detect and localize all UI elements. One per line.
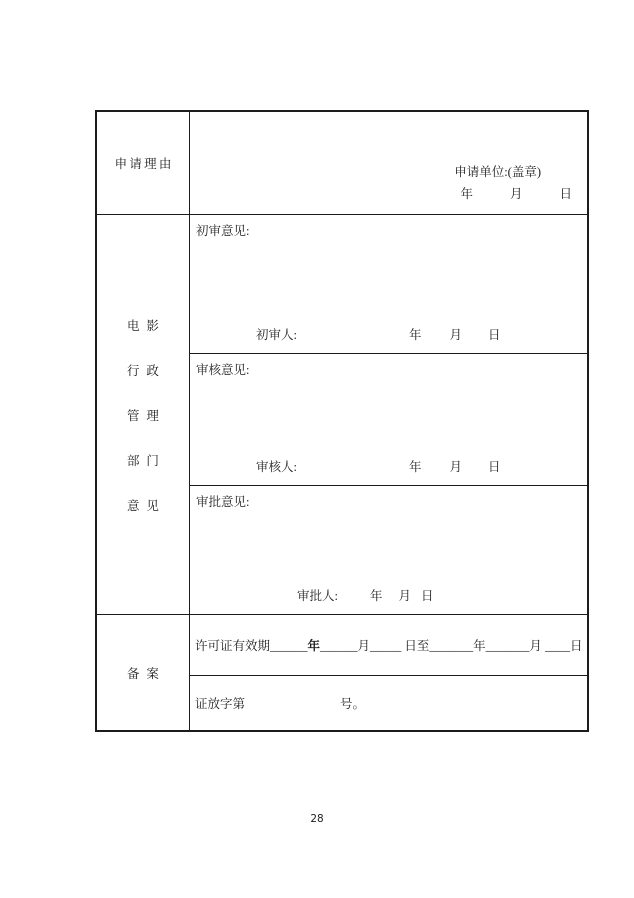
verifier-label: 审核人: [256,460,297,474]
admin-label-line-2: 行政 [127,363,166,378]
certificate-number-prefix: 证放字第 [195,697,246,711]
admin-opinions-cell [190,215,587,614]
admin-label-line-3: 管理 [127,408,166,423]
application-date-line [460,183,587,205]
initial-review-month-label: 月 [449,328,463,342]
row-application-reason [97,112,587,215]
certificate-number-line [190,676,587,730]
initial-reviewer-label: 初审人: [256,328,297,342]
application-form-table [95,110,589,732]
verification-section [190,354,587,486]
filing-label-cell [97,615,190,730]
filing-label: 备案 [127,666,166,681]
row-filing [97,615,587,730]
verification-day-label: 日 [488,460,501,474]
admin-department-label-cell [97,215,190,614]
approval-section [190,486,587,614]
application-reason-label: 申请理由 [114,157,174,171]
verification-month-label: 月 [449,460,463,474]
initial-review-day-label: 日 [488,328,501,342]
applicant-unit-seal-line: 申请单位:(盖章) [454,165,541,179]
initial-review-year-label: 年 [408,328,422,342]
initial-review-opinion-label: 初审意见: [196,224,250,238]
admin-label-line-5: 意见 [127,498,166,513]
date-day-label: 日 [559,187,572,201]
initial-review-signer-line [196,325,579,343]
approval-month-label: 月 [398,589,412,603]
date-month-label: 月 [509,187,523,201]
admin-label-line-4: 部门 [127,453,166,468]
approval-signer-line [196,586,579,604]
application-reason-label-cell [97,112,190,214]
validity-prefix-text: 许可证有效期______ [195,639,308,653]
license-validity-line [190,615,587,676]
approval-year-label: 年 [369,589,383,603]
approval-opinion-label: 审批意见: [196,495,250,509]
certificate-number-suffix: 号。 [340,697,366,711]
verification-signer-line [196,457,579,475]
application-reason-content-cell [190,112,587,214]
validity-rest-text: ______月_____ 日至_______年_______月 ____日 [320,639,583,653]
row-admin-department-opinions [97,215,587,615]
date-year-label: 年 [460,187,473,201]
approver-label: 审批人: [297,589,338,603]
approval-day-label: 日 [421,589,434,603]
validity-year-bold-label: 年 [307,639,321,653]
verification-opinion-label: 审核意见: [196,363,250,377]
initial-review-section [190,215,587,354]
admin-label-line-1: 电影 [127,318,166,333]
filing-content-cell [190,615,587,730]
verification-year-label: 年 [408,460,422,474]
page-number: 28 [310,813,324,825]
